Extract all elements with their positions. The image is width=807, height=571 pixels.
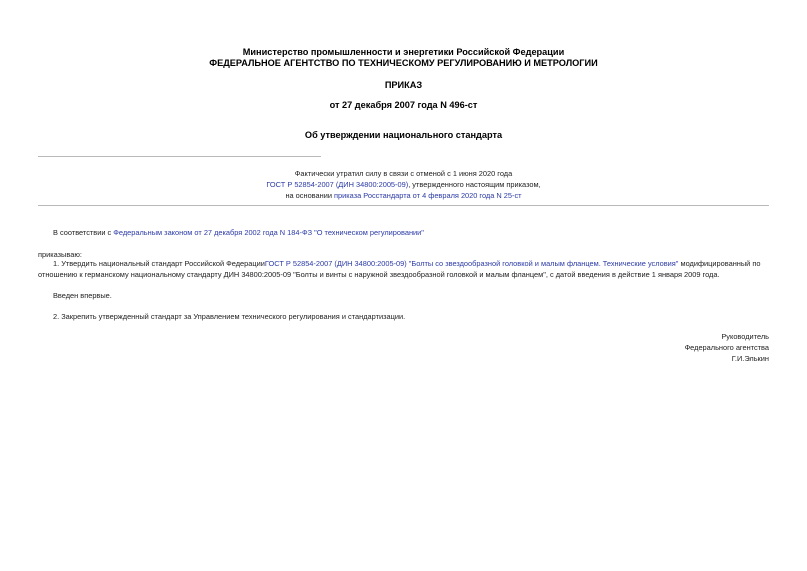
agency-title: ФЕДЕРАЛЬНОЕ АГЕНТСТВО ПО ТЕХНИЧЕСКОМУ РЕГУЛИРОВАНИЮ И МЕТРОЛОГИИ	[209, 58, 598, 68]
status-note-line3	[0, 190, 807, 201]
separator-long	[38, 205, 769, 206]
signature-name: Г.И.Элькин	[731, 354, 769, 363]
item1-line2: отношению к германскому национальному стандарту ДИН 34800:2005-09 "Болты и винты с наружной звездообразной головкой и малым фланцем", с датой введения в действие 1 января 2009 года.	[38, 270, 720, 279]
doc-subject: Об утверждении национального стандарта	[304, 130, 503, 140]
rosstandart-order-link[interactable]: приказа Росстандарта от 4 февраля 2020 года N 25-ст	[334, 191, 522, 200]
signature-org: Федерального агентства	[684, 343, 769, 352]
status-note-line2	[0, 179, 807, 190]
status-note-line1: Фактически утратил силу в связи с отменой с 1 июня 2020 года	[294, 169, 513, 178]
signature-title: Руководитель	[721, 332, 769, 341]
order-word: приказываю:	[38, 250, 82, 259]
federal-law-link[interactable]: Федеральным законом от 27 декабря 2002 года N 184-ФЗ "О техническом регулировании"	[113, 228, 424, 237]
separator-short	[38, 156, 321, 157]
doc-date: от 27 декабря 2007 года N 496-ст	[329, 100, 478, 110]
introduced-first: Введен впервые.	[53, 291, 112, 300]
status-note-line3-text: на основании	[285, 191, 335, 200]
status-note-line2-text: , утвержденного настоящим приказом,	[408, 180, 541, 189]
intro-paragraph	[53, 227, 424, 238]
item2-paragraph: 2. Закрепить утвержденный стандарт за Управлением технического регулирования и стандартизации.	[53, 312, 406, 321]
doc-type: ПРИКАЗ	[384, 80, 423, 90]
item1-line1	[53, 258, 769, 269]
intro-text: В соответствии с	[53, 228, 114, 237]
gost-standard-link[interactable]: ГОСТ Р 52854-2007 (ДИН 34800:2005-09) "Болты со звездообразной головкой и малым фланцем. Технические условия"	[264, 259, 679, 268]
item1-text: 1. Утвердить национальный стандарт Российской Федерации	[53, 259, 265, 268]
ministry-title: Министерство промышленности и энергетики Российской Федерации	[242, 47, 565, 57]
gost-link[interactable]: ГОСТ Р 52854-2007 (ДИН 34800:2005-09)	[266, 180, 409, 189]
item1-rest-a: модифицированный по	[678, 259, 761, 268]
